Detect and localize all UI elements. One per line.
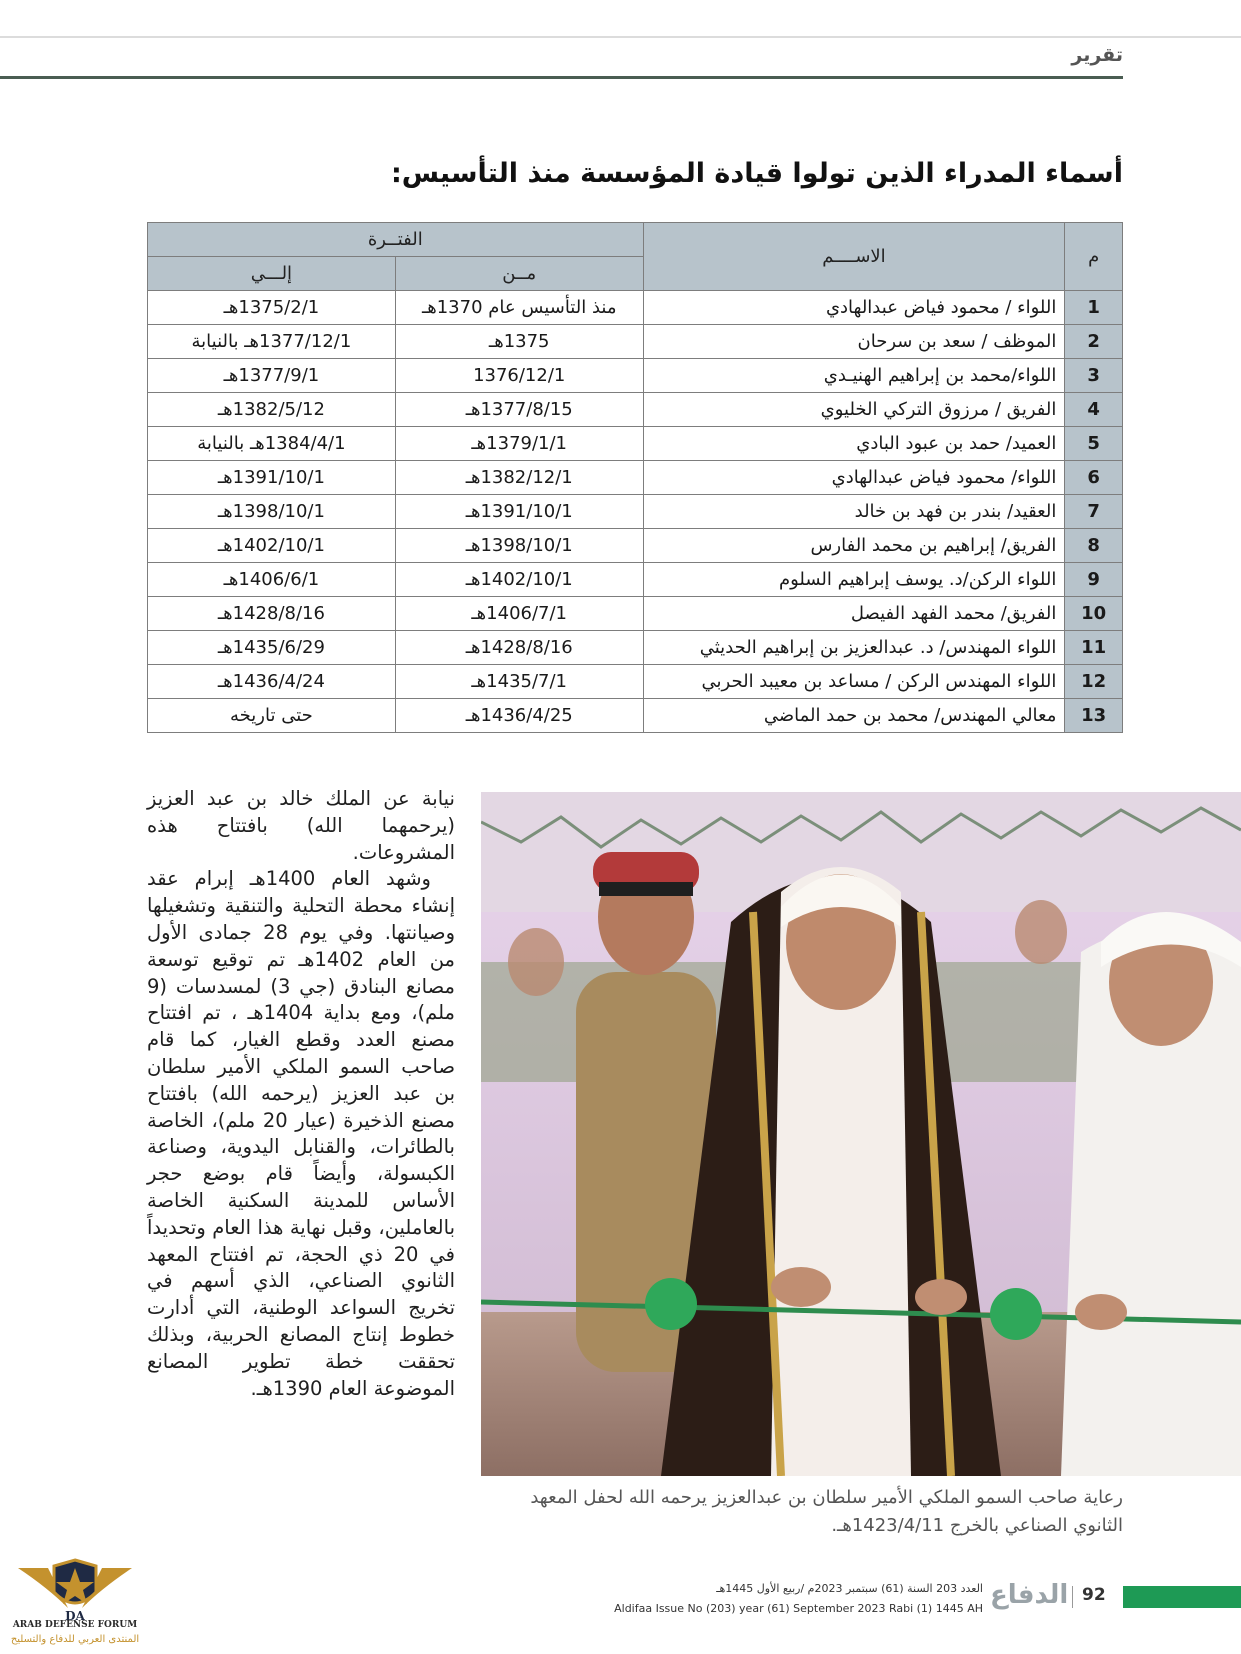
photo-caption: رعاية صاحب السمو الملكي الأمير سلطان بن عبدالعزيز يرحمه الله لحفل المعهد الثانوي الصناعي بالخرج 1423/4/11هـ. — [530, 1487, 1123, 1536]
row-name: العقيد/ بندر بن فهد بن خالد — [643, 495, 1065, 529]
col-header-name: الاســــم — [643, 223, 1065, 291]
row-name: اللواء المهندس/ د. عبدالعزيز بن إبراهيم الحديثي — [643, 631, 1065, 665]
top-divider — [0, 36, 1241, 38]
table-row — [148, 291, 1123, 325]
table-row — [148, 597, 1123, 631]
row-num: 11 — [1065, 631, 1123, 665]
row-from: 1382/12/1هـ — [395, 461, 643, 495]
table-row — [148, 325, 1123, 359]
row-name: اللواء الركن/د. يوسف إبراهيم السلوم — [643, 563, 1065, 597]
footer-accent-bar — [1123, 1586, 1241, 1608]
col-header-period: الفتــرة — [148, 223, 644, 257]
article-body — [147, 786, 455, 1402]
row-num: 9 — [1065, 563, 1123, 597]
table-row — [148, 427, 1123, 461]
table-row — [148, 563, 1123, 597]
row-to: 1382/5/12هـ — [148, 393, 396, 427]
magazine-logo: الدفاع — [990, 1580, 1069, 1610]
watermark-title: ARAB DEFENSE FORUM — [12, 1620, 138, 1630]
row-name: الفريق/ إبراهيم بن محمد الفارس — [643, 529, 1065, 563]
row-name: الموظف / سعد بن سرحان — [643, 325, 1065, 359]
row-name: اللواء/محمد بن إبراهيم الهنيـدي — [643, 359, 1065, 393]
page-heading: أسماء المدراء الذين تولوا قيادة المؤسسة منذ التأسيس: — [390, 158, 1123, 189]
row-from: 1428/8/16هـ — [395, 631, 643, 665]
row-to: 1428/8/16هـ — [148, 597, 396, 631]
watermark-subtitle: المنتدى العربي للدفاع والتسليح — [10, 1634, 140, 1645]
row-from: 1377/8/15هـ — [395, 393, 643, 427]
col-header-to: إلـــي — [148, 257, 396, 291]
row-to: 1375/2/1هـ — [148, 291, 396, 325]
table-row — [148, 665, 1123, 699]
row-from: 1398/10/1هـ — [395, 529, 643, 563]
ceremony-photo-illustration — [481, 792, 1241, 1476]
table-row — [148, 529, 1123, 563]
footer-separator — [1072, 1586, 1073, 1608]
row-from: 1406/7/1هـ — [395, 597, 643, 631]
table-row — [148, 393, 1123, 427]
row-num: 12 — [1065, 665, 1123, 699]
row-from: 1402/10/1هـ — [395, 563, 643, 597]
table-row — [148, 359, 1123, 393]
row-to: 1377/12/1هـ بالنيابة — [148, 325, 396, 359]
row-to: 1435/6/29هـ — [148, 631, 396, 665]
row-name: الفريق/ محمد الفهد الفيصل — [643, 597, 1065, 631]
paragraph-2: وشهد العام 1400هـ إبرام عقد إنشاء محطة التحلية والتنقية وتشغيلها وصيانتها. وفي يوم 28 جمادى الأول من العام 1402هـ تم توقيع توسعة مصانع البنادق (جي 3) لمسدسات (9 ملم)، ومع بداية 1404هـ ، تم افتتاح مصنع العدد وقطع الغيار، كما قام صاحب السمو الملكي الأمير سلطان بن عبد العزيز (يرحمه الله) بافتتاح مصنع الذخيرة (عيار 20 ملم)، الخاصة بالطائرات، والقنابل اليدوية، وصناعة الكبسولة، وأيضاً قام بوضع حجر الأساس للمدينة السكنية الخاصة بالعاملين، وقبل نهاية هذا العام وتحديداً في 20 ذي الحجة، تم افتتاح المعهد الثانوي الصناعي، الذي أسهم في تخريج السواعد الوطنية، التي أدارت خطوط إنتاج المصانع الحربية، وبذلك تحققت خطة تطوير المصانع الموضوعة العام 1390هـ. — [147, 867, 456, 1400]
row-num: 1 — [1065, 291, 1123, 325]
row-to: 1406/6/1هـ — [148, 563, 396, 597]
row-num: 5 — [1065, 427, 1123, 461]
row-name: اللواء المهندس الركن / مساعد بن معيبد الحربي — [643, 665, 1065, 699]
row-from: منذ التأسيس عام 1370هـ — [395, 291, 643, 325]
row-num: 4 — [1065, 393, 1123, 427]
row-num: 2 — [1065, 325, 1123, 359]
row-name: معالي المهندس/ محمد بن حمد الماضي — [643, 699, 1065, 733]
table-row — [148, 631, 1123, 665]
ceremony-photo — [481, 792, 1241, 1476]
issue-info-arabic: العدد 203 السنة (61) سبتمبر 2023م /ربيع الأول 1445هـ — [716, 1582, 983, 1595]
row-from: 1435/7/1هـ — [395, 665, 643, 699]
row-num: 8 — [1065, 529, 1123, 563]
row-num: 6 — [1065, 461, 1123, 495]
row-to: 1377/9/1هـ — [148, 359, 396, 393]
row-to: حتى تاريخه — [148, 699, 396, 733]
row-from: 1391/10/1هـ — [395, 495, 643, 529]
section-label: تقرير — [1071, 44, 1123, 66]
row-name: العميد/ حمد بن عبود البادي — [643, 427, 1065, 461]
directors-table — [147, 222, 1123, 733]
row-num: 7 — [1065, 495, 1123, 529]
row-from: 1376/12/1 — [395, 359, 643, 393]
paragraph-1: نيابة عن الملك خالد بن عبد العزيز (يرحمهما الله) بافتتاح هذه المشروعات. — [147, 787, 455, 864]
page-number: 92 — [1082, 1585, 1106, 1605]
row-from: 1436/4/25هـ — [395, 699, 643, 733]
table-row — [148, 461, 1123, 495]
issue-info-english: Aldifaa Issue No (203) year (61) September 2023 Rabi (1) 1445 AH — [614, 1602, 983, 1615]
row-from: 1379/1/1هـ — [395, 427, 643, 461]
row-name: الفريق / مرزوق التركي الخليوي — [643, 393, 1065, 427]
row-to: 1398/10/1هـ — [148, 495, 396, 529]
table-row — [148, 495, 1123, 529]
row-num: 10 — [1065, 597, 1123, 631]
watermark-mark: DA — [65, 1609, 85, 1623]
row-num: 3 — [1065, 359, 1123, 393]
row-from: 1375هـ — [395, 325, 643, 359]
row-to: 1384/4/1هـ بالنيابة — [148, 427, 396, 461]
row-to: 1402/10/1هـ — [148, 529, 396, 563]
section-rule — [0, 76, 1123, 79]
table-row — [148, 699, 1123, 733]
col-header-num: م — [1065, 223, 1123, 291]
row-to: 1436/4/24هـ — [148, 665, 396, 699]
col-header-from: مــن — [395, 257, 643, 291]
row-num: 13 — [1065, 699, 1123, 733]
row-name: اللواء/ محمود فياض عبدالهادي — [643, 461, 1065, 495]
row-name: اللواء / محمود فياض عبدالهادي — [643, 291, 1065, 325]
row-to: 1391/10/1هـ — [148, 461, 396, 495]
